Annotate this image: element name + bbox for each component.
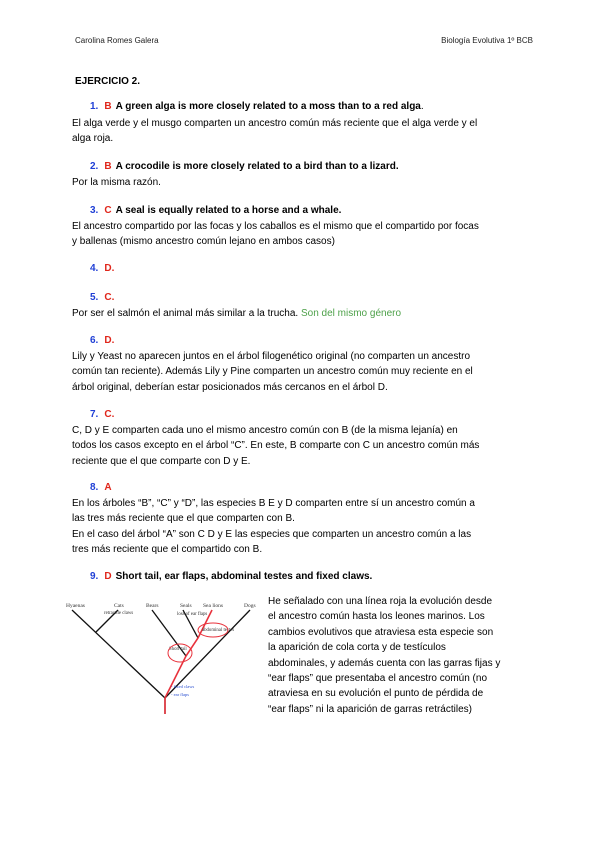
question-2-statement: A crocodile is more closely related to a bird than to a lizard. <box>115 161 399 172</box>
answer-5-text: Por ser el salmón el animal más similar a la trucha. Son del mismo género <box>72 308 402 319</box>
taxon-sea-lions: Sea lions <box>203 603 224 609</box>
header-course: Biología Evolutiva 1º BCB <box>441 36 533 45</box>
question-2: 2. B A crocodile is more closely related to a bird than to a lizard. <box>90 161 399 172</box>
question-7: 7. C. <box>90 409 115 420</box>
taxon-seals: Seals <box>180 603 192 609</box>
taxon-dogs: Dogs <box>244 603 256 609</box>
phylogenetic-tree-figure <box>62 598 268 718</box>
question-4: 4. D. <box>90 263 115 274</box>
note-retractile-claws: retractile claws <box>104 611 134 616</box>
answer-7-text: C, D y E comparten cada uno el mismo ancestro común con B (de la misma lejanía) en todos los casos excepto en el árbol “C”. En este, B comparte con C un ancestro común más reciente que el que comparte con D y E. <box>72 425 480 467</box>
note-abdominal-testes: abdominal testes <box>202 628 235 633</box>
question-8: 8. A <box>90 482 112 493</box>
sea-lion-lineage-highlight <box>165 610 212 714</box>
question-1-statement: A green alga is more closely related to a moss than to a red alga <box>115 101 421 112</box>
answer-1-text: El alga verde y el musgo comparten un ancestro común más reciente que el alga verde y el alga roja. <box>72 118 478 145</box>
note-short-tail: Short tail <box>169 647 187 652</box>
note-fixed-claws: - fixed claws <box>171 684 195 689</box>
answer-2-text: Por la misma razón. <box>72 177 161 188</box>
answer-3-text: El ancestro compartido por las focas y los caballos es el mismo que el compartido por focas y ballenas (mismo ancestro común lejano en ambos casos) <box>72 221 479 248</box>
question-3: 3. C A seal is equally related to a horse and a whale. <box>90 205 342 216</box>
note-loss-of-ear-flaps: loss of ear flaps <box>177 612 208 617</box>
exercise-title: EJERCICIO 2. <box>75 76 141 87</box>
question-5: 5. C. <box>90 292 115 303</box>
question-3-statement: A seal is equally related to a horse and a whale. <box>115 205 342 216</box>
question-6: 6. D. <box>90 335 115 346</box>
answer-5-note: Son del mismo género <box>300 308 402 319</box>
question-9-statement: Short tail, ear flaps, abdominal testes and fixed claws. <box>115 571 373 582</box>
answer-8-text: En los árboles “B”, “C” y “D”, las especies B E y D comparten entre sí un ancestro común a las tres más reciente que el que comparten con B. En el caso del árbol “A” son C D y E las especies que comparten un ancestro común a las tres más reciente que el compartido con B. <box>72 498 475 556</box>
answer-6-text: Lily y Yeast no aparecen juntos en el árbol filogenético original (no comparten un ancestro común tan reciente). Además Lily y Pine comparten un ancestro común muy reciente en el árbol original, deberían estar posicionados más cercanos en el árbol D. <box>72 351 473 393</box>
question-9: 9. D Short tail, ear flaps, abdominal testes and fixed claws. <box>90 571 373 582</box>
taxon-hyaenas: Hyaenas <box>66 603 85 609</box>
question-1: 1. B A green alga is more closely related to a moss than to a red alga. <box>90 101 424 112</box>
taxon-cats: Cats <box>114 603 124 609</box>
note-ear-flaps: - ear flaps <box>171 692 189 697</box>
figure-explanation: He señalado con una línea roja la evolución desde el ancestro común hasta los leones marinos. Los cambios evolutivos que atraviesa esta especie son la aparición de cola corta y de testículos abdominales, y además cuenta con las garras fijas y “ear flaps” que presentaba el ancestro común (no atraviesa en su evolución el punto de pérdida de “ear flaps” ni la aparición de garras retráctiles) <box>268 596 501 715</box>
header-author: Carolina Romes Galera <box>75 36 159 45</box>
taxon-bears: Bears <box>146 603 159 609</box>
tree-branches <box>72 610 250 714</box>
